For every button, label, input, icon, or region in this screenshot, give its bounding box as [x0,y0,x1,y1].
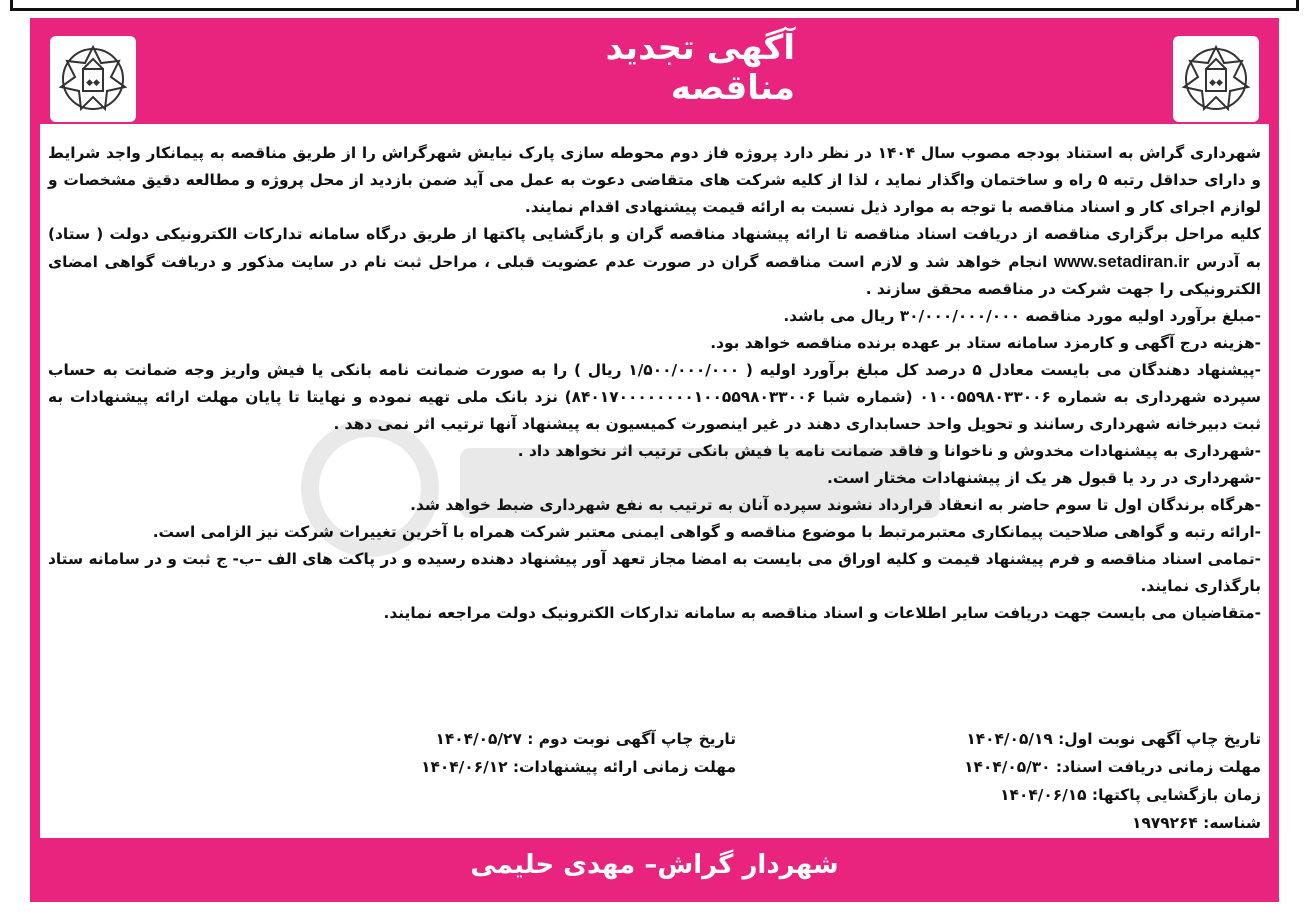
top-border-strip [10,0,1299,11]
svg-text:◆◆: ◆◆ [1209,78,1223,88]
proposal-deadline: مهلت زمانی ارائه پیشنهادات: ۱۴۰۴/۰۶/۱۲ [421,758,736,776]
dates-row [48,753,1261,781]
invalid-bids-item: -شهرداری به پیشنهادات مخدوش و ناخوانا و فاقد ضمانت نامه یا فیش بانکی ترتیب اثر نخواهد داد . [517,442,1261,460]
dates-row [48,809,1261,837]
header-band [40,28,1269,124]
first-print-date: تاریخ چاپ آگهی نوبت اول: ۱۴۰۴/۰۵/۱۹ [966,730,1261,748]
advertisement-body [40,28,1269,892]
municipality-seal-icon [1173,36,1259,122]
fee-item: -هزینه درج آگهی و کارمزد سامانه ستاد بر عهده برنده مناقصه خواهد بود. [710,334,1261,352]
footer-band [40,838,1269,892]
procedure-text-b: انجام خواهد شد و لازم است مناقصه گران در صورت عدم عضویت قبلی ، مراحل ثبت نام در سایت مذکور و دریافت گواهی امضای الکترونیکی را جهت شرکت در مناقصه محقق سازند . [48,253,1261,298]
announcement-id: شناسه: ۱۹۷۹۲۶۴ [1132,814,1261,832]
qualification-item: -ارائه رتبه و گواهی صلاحیت پیمانکاری معتبرمرتبط با موضوع مناقصه و گواهی ایمنی معتبر شرکت همراه با آخرین تغییرات شرکت نیز الزامی است. [152,523,1261,541]
page-title: آگهی تجدید مناقصه [605,28,795,108]
svg-text:◆◆: ◆◆ [86,78,100,88]
advertisement-frame [30,18,1279,902]
contact-item: -متقاضیان می بایست جهت دریافت سایر اطلاعات و اسناد مناقصه به سامانه تدارکات الکترونیک دولت مراجعه نمایند. [383,604,1261,622]
title-banner [495,28,795,108]
procedure-text-a: کلیه مراحل برگزاری مناقصه از دریافت اسناد مناقصه تا ارائه پیشنهاد مناقصه گران و بازگشایی پاکتها از طریق درگاه سامانه تدارکات الکترونیکی دولت ( ستاد) به آدرس [48,225,1261,271]
dates-row [48,725,1261,753]
estimate-item: -مبلغ برآورد اولیه مورد مناقصه ۳۰/۰۰۰/۰۰۰/۰۰۰ ریال می باشد. [783,307,1261,325]
doc-deadline: مهلت زمانی دریافت اسناد: ۱۴۰۴/۰۵/۳۰ [964,758,1261,776]
dates-block [48,725,1261,837]
documents-item: -تمامی اسناد مناقصه و فرم پیشنهاد قیمت و کلیه اوراق می بایست به امضا مجاز تعهد آور پیشنهاد دهنده رسیده و در پاکت های الف –ب- ج ثبت و در سامانه ستاد بارگذاری نمایند. [48,550,1261,595]
opening-date: زمان بازگشایی پاکتها: ۱۴۰۴/۰۶/۱۵ [1000,786,1261,804]
guarantee-item: -پیشنهاد دهندگان می بایست معادل ۵ درصد کل مبلغ برآورد اولیه ( ۱/۵۰۰/۰۰۰/۰۰۰ ریال ) را به صورت ضمانت نامه بانکی یا فیش واریز وجه ضمانت به حساب سپرده شهرداری به شماره ۰۱۰۰۵۵۹۸۰۳۳۰۰۶ (شماره شبا ۸۴۰۱۷۰۰۰۰۰۰۰۰۱۰۰۵۵۹۸۰۳۳۰۰۶) نزد بانک ملی تهیه نموده و نهایتا تا پایان مهلت ارائه پیشنهادات به ثبت دبیرخانه شهرداری رسانند و تحویل واحد حسابداری دهند در غیر اینصورت کمیسیون به پیشنهاد آنها ترتیب اثر نمی دهد . [48,361,1262,433]
procedure-paragraph [48,221,1261,303]
forfeit-item: -هرگاه برندگان اول تا سوم حاضر به انعقاد قرارداد نشوند سپرده آنان به ترتیب به نفع شهرداری ضبط خواهد شد. [410,496,1261,514]
announcement-body [48,140,1261,627]
municipality-seal-icon [50,36,136,122]
intro-paragraph: شهرداری گراش به استناد بودجه مصوب سال ۱۴۰۴ در نظر دارد پروژه فاز دوم محوطه سازی پارک نیایش شهرگراش را از طریق مناقصه به پیمانکار واجد شرایط و دارای حداقل رتبه ۵ راه و ساختمان واگذار نماید ، لذا از کلیه شرکت های متقاضی دعوت به عمل می آید ضمن بازدید از محل پروژه و مطالعه دقیق مشخصات و لوازم اجرای کار و اسناد مناقصه با توجه به موارد ذیل نسبت به ارائه قیمت پیشنهادی اقدام نمایند. [48,144,1261,216]
setad-url-link[interactable]: www.setadiran.ir [1054,252,1190,271]
rejection-right-item: -شهرداری در رد یا قبول هر یک از پیشنهادات مختار است. [826,469,1261,487]
dates-row [48,781,1261,809]
mayor-signature: شهردار گراش– مهدی حلیمی [470,850,839,880]
second-print-date: تاریخ چاپ آگهی نوبت دوم : ۱۴۰۴/۰۵/۲۷ [435,730,736,748]
